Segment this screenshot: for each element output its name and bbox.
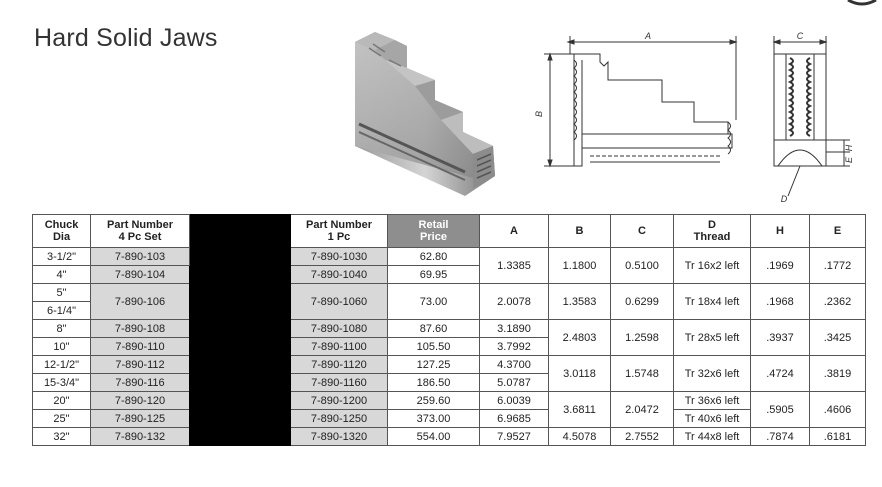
table-cell: 554.00 [388,428,480,446]
table-row [33,284,866,302]
col-chuck-dia: Chuck Dia [33,215,91,248]
table-cell: 3.7992 [480,338,549,356]
table-cell: 10" [33,338,91,356]
table-cell: 25" [33,410,91,428]
redacted-column [190,215,291,248]
table-cell: 7-890-116 [91,374,190,392]
table-cell: 7-890-1200 [291,392,388,410]
table-cell: 20" [33,392,91,410]
table-cell: 7-890-1250 [291,410,388,428]
col-part-1pc: Part Number 1 Pc [291,215,388,248]
table-cell: 73.00 [388,284,480,320]
table-cell: 7-890-132 [91,428,190,446]
table-cell: 7-890-106 [91,284,190,320]
table-cell: 4" [33,266,91,284]
table-cell: Tr 40x6 left [674,410,751,428]
table-row [33,248,866,266]
table-cell: 6.9685 [480,410,549,428]
logo-arc [842,0,882,6]
table-cell: 87.60 [388,320,480,338]
table-row [33,410,866,428]
table-cell: .2362 [810,284,866,320]
redacted-block [190,248,291,446]
table-cell: 3.0118 [549,356,611,392]
table-cell: 62.80 [388,248,480,266]
jaw-end-view-drawing [764,30,860,206]
col-retail-price: Retail Price [388,215,480,248]
table-cell: 6-1/4" [33,302,91,320]
table-cell: 3.1890 [480,320,549,338]
table-cell: 0.6299 [611,284,674,320]
table-cell: .3937 [751,320,810,356]
table-cell: 259.60 [388,392,480,410]
table-cell: 1.1800 [549,248,611,284]
col-d-thread: D Thread [674,215,751,248]
table-cell: .4606 [810,392,866,428]
dim-label-a: A [644,31,652,41]
table-cell: 7-890-125 [91,410,190,428]
table-cell: 7.9527 [480,428,549,446]
table-cell: 7-890-110 [91,338,190,356]
table-cell: 7-890-1060 [291,284,388,320]
dim-label-b: B [534,110,544,118]
dim-label-e: E [844,156,854,164]
table-cell: 7-890-112 [91,356,190,374]
jaw-spec-table [32,214,866,446]
jaw-side-view-drawing [530,30,742,200]
table-cell: Tr 32x6 left [674,356,751,392]
table-cell: Tr 28x5 left [674,320,751,356]
table-cell: 69.95 [388,266,480,284]
table-cell: 0.5100 [611,248,674,284]
table-cell: 7-890-1160 [291,374,388,392]
table-cell: 7-890-120 [91,392,190,410]
table-cell: 7-890-108 [91,320,190,338]
table-cell: 1.2598 [611,320,674,356]
table-cell: .1969 [751,248,810,284]
table-cell: .7874 [751,428,810,446]
table-cell: Tr 18x4 left [674,284,751,320]
jaw-product-photo [345,28,497,196]
table-cell: 7-890-1120 [291,356,388,374]
table-cell: 373.00 [388,410,480,428]
table-row [33,428,866,446]
table-cell: 105.50 [388,338,480,356]
dim-label-h: H [844,144,854,152]
table-row [33,356,866,374]
table-cell: 2.0078 [480,284,549,320]
table-cell: 127.25 [388,356,480,374]
table-cell: Tr 44x8 left [674,428,751,446]
table-cell: Tr 36x6 left [674,392,751,410]
table-row [33,392,866,410]
table-cell: .3425 [810,320,866,356]
table-cell: .4724 [751,356,810,392]
table-cell: 7-890-1100 [291,338,388,356]
col-b: B [549,215,611,248]
table-cell: 2.4803 [549,320,611,356]
table-cell: 2.0472 [611,392,674,428]
table-cell: .1968 [751,284,810,320]
table-cell: 7-890-1320 [291,428,388,446]
page-title: Hard Solid Jaws [34,24,218,52]
col-c: C [611,215,674,248]
table-cell: 1.3583 [549,284,611,320]
col-e: E [810,215,866,248]
table-cell: .5905 [751,392,810,428]
table-cell: 7-890-1080 [291,320,388,338]
table-header-row [33,215,866,248]
table-cell: 186.50 [388,374,480,392]
table-cell: 5" [33,284,91,302]
table-cell: 5.0787 [480,374,549,392]
table-row [33,320,866,338]
table-cell: .1772 [810,248,866,284]
table-cell: 1.3385 [480,248,549,284]
table-cell: .6181 [810,428,866,446]
col-h: H [751,215,810,248]
table-cell: 15-3/4" [33,374,91,392]
table-cell: 3-1/2" [33,248,91,266]
table-cell: 12-1/2" [33,356,91,374]
table-cell: 7-890-1030 [291,248,388,266]
table-cell: .3819 [810,356,866,392]
table-cell: 32" [33,428,91,446]
table-cell: 1.5748 [611,356,674,392]
col-part-4pc: Part Number 4 Pc Set [91,215,190,248]
table-cell: 7-890-1040 [291,266,388,284]
table-cell: 3.6811 [549,392,611,428]
table-cell: 4.5078 [549,428,611,446]
dim-label-d: D [780,194,788,204]
table-cell: 7-890-104 [91,266,190,284]
table-cell: 2.7552 [611,428,674,446]
table-cell: Tr 16x2 left [674,248,751,284]
table-cell: 8" [33,320,91,338]
table-cell: 7-890-103 [91,248,190,266]
table-cell: 4.3700 [480,356,549,374]
col-a: A [480,215,549,248]
dim-label-c: C [796,31,804,41]
table-cell: 6.0039 [480,392,549,410]
